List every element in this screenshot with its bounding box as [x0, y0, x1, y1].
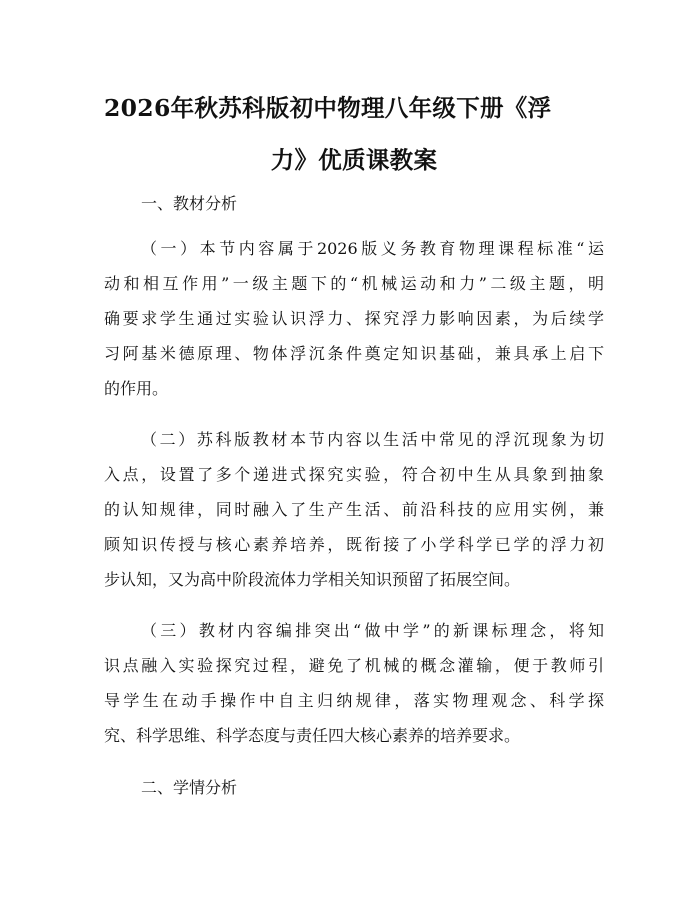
paragraph-line: 究、科学思维、科学态度与责任四大核心素养的培养要求。 [104, 726, 521, 745]
title-line-2: 力》优质课教案 [270, 146, 438, 174]
paragraph-line: 步认知，又为高中阶段流体力学相关知识预留了拓展空间。 [104, 570, 521, 589]
paragraph-line: 的作用。 [104, 379, 169, 398]
paragraph-line: 识点融入实验探究过程，避免了机械的概念灌输，便于教师引 [104, 656, 604, 675]
paragraph-line: 习阿基米德原理、物体浮沉条件奠定知识基础，兼具承上启下 [104, 344, 604, 363]
section-heading-textbook-analysis: 一、教材分析 [141, 194, 238, 213]
paragraph-line: 入点，设置了多个递进式探究实验，符合初中生从具象到抽象 [104, 465, 604, 484]
paragraph-line: （二）苏科版教材本节内容以生活中常见的浮沉现象为切 [141, 430, 604, 449]
paragraph-line: 顾知识传授与核心素养培养，既衔接了小学科学已学的浮力初 [104, 535, 604, 554]
document-title [104, 82, 604, 186]
paragraph-1 [104, 231, 604, 406]
section-heading-student-analysis: 二、学情分析 [141, 778, 238, 797]
paragraph-2 [104, 422, 604, 597]
paragraph-line: 动和相互作用”一级主题下的“机械运动和力”二级主题，明 [104, 274, 604, 293]
paragraph-line: （三）教材内容编排突出“做中学”的新课标理念，将知 [141, 621, 604, 640]
paragraph-line: 的认知规律，同时融入了生产生活、前沿科技的应用实例，兼 [104, 500, 604, 519]
title-line-1: 2026年秋苏科版初中物理八年级下册《浮 [104, 94, 552, 122]
paragraph-line: （一）本节内容属于2026版义务教育物理课程标准“运 [141, 239, 604, 258]
paragraph-line: 导学生在动手操作中自主归纳规律，落实物理观念、科学探 [104, 691, 604, 710]
paragraph-line: 确要求学生通过实验认识浮力、探究浮力影响因素，为后续学 [104, 309, 604, 328]
paragraph-3 [104, 613, 604, 753]
